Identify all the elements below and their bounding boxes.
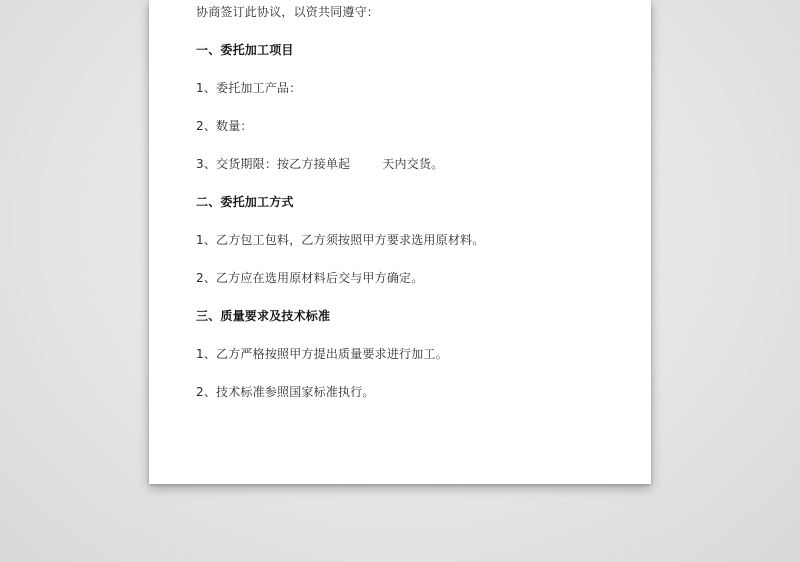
document-page xyxy=(149,0,651,484)
section-heading-3: 三、质量要求及技术标准 xyxy=(196,309,331,323)
section-heading-1: 一、委托加工项目 xyxy=(196,43,294,57)
section-2-item-1: 1、乙方包工包料，乙方须按照甲方要求选用原材料。 xyxy=(196,233,485,247)
section-3-item-2: 2、技术标准参照国家标准执行。 xyxy=(196,385,375,399)
section-1-item-1: 1、委托加工产品： xyxy=(196,81,302,95)
section-1-item-2: 2、数量： xyxy=(196,119,253,133)
section-heading-2: 二、委托加工方式 xyxy=(196,195,294,209)
section-1-item-3: 3、交货期限：按乙方接单起 天内交货。 xyxy=(196,157,444,171)
section-3-item-1: 1、乙方严格按照甲方提出质量要求进行加工。 xyxy=(196,347,448,361)
intro-text: 协商签订此协议，以资共同遵守： xyxy=(196,5,380,19)
section-2-item-2: 2、乙方应在选用原材料后交与甲方确定。 xyxy=(196,271,424,285)
